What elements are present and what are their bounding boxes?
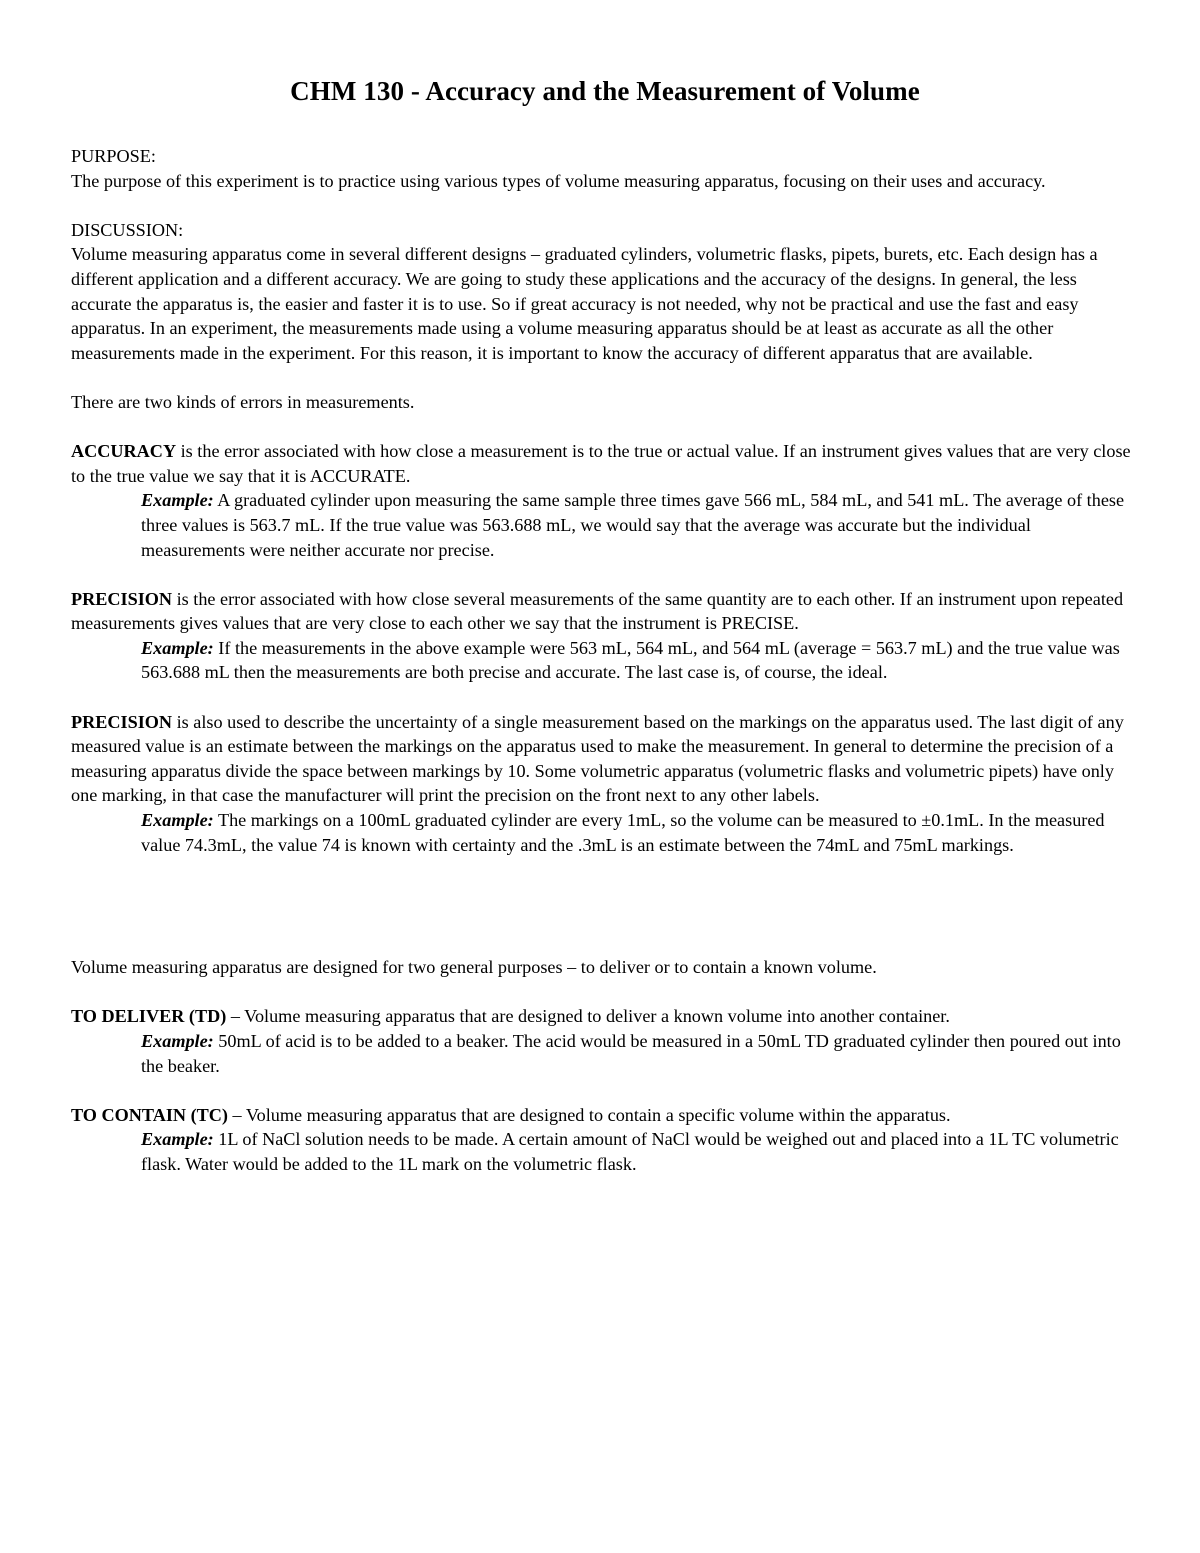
precision-single-term: PRECISION — [71, 711, 173, 732]
precision-single-example — [71, 808, 1139, 857]
accuracy-text: is the error associated with how close a measurement is to the true or actual value. If an instrument gives values that are very close to the true value we say that it is ACCURATE. — [71, 441, 1131, 486]
errors-intro: There are two kinds of errors in measurements. — [71, 391, 415, 412]
to-deliver-example-text: 50mL of acid is to be added to a beaker. The acid would be measured in a 50mL TD graduated cylinder then poured out into the beaker. — [141, 1031, 1121, 1076]
to-contain-example-text: 1L of NaCl solution needs to be made. A certain amount of NaCl would be weighed out and placed into a 1L TC volumetric flask. Water would be added to the 1L mark on the volumetric flask. — [141, 1129, 1119, 1174]
discussion-section — [71, 218, 1139, 366]
precision-example — [71, 636, 1139, 685]
to-deliver-section — [71, 1004, 1139, 1078]
to-deliver-example-label: Example: — [141, 1031, 214, 1051]
precision-section — [71, 587, 1139, 685]
accuracy-term: ACCURACY — [71, 441, 177, 462]
to-contain-section — [71, 1103, 1139, 1177]
to-contain-term: TO CONTAIN (TC) — [71, 1104, 228, 1125]
to-contain-definition — [71, 1103, 1139, 1128]
accuracy-example — [71, 488, 1139, 562]
precision-example-text: If the measurements in the above example were 563 mL, 564 mL, and 564 mL (average = 563.7 mL) and the true value was 563.688 mL then the measurements are both precise and accurate. The last case is, of course, the ideal. — [141, 637, 1120, 683]
to-contain-text: – Volume measuring apparatus that are designed to contain a specific volume within the apparatus. — [227, 1104, 951, 1125]
purposes-intro: Volume measuring apparatus are designed for two general purposes – to deliver or to contain a known volume. — [71, 957, 877, 978]
precision-definition — [71, 587, 1139, 636]
to-contain-example — [71, 1127, 1139, 1176]
precision-single-section — [71, 710, 1139, 858]
to-deliver-definition — [71, 1004, 1139, 1029]
precision-single-definition — [71, 710, 1139, 808]
purpose-heading: PURPOSE: — [71, 146, 156, 166]
precision-single-example-text: The markings on a 100mL graduated cylinder are every 1mL, so the volume can be measured to ±0.1mL. In the measured value 74.3mL, the value 74 is known with certainty and the .3mL is an estimate between the 74mL and 75mL markings. — [141, 810, 1105, 855]
precision-text: is the error associated with how close several measurements of the same quantity are to each other. If an instrument upon repeated measurements gives values that are very close to each other we say that the instrument is PRECISE. — [71, 588, 1124, 634]
purpose-text: The purpose of this experiment is to practice using various types of volume measuring apparatus, focusing on their uses and accuracy. — [71, 170, 1046, 191]
to-deliver-term: TO DELIVER (TD) — [71, 1006, 227, 1027]
accuracy-example-text: A graduated cylinder upon measuring the same sample three times gave 566 mL, 584 mL, and 541 mL. The average of these three values is 563.7 mL. If the true value was 563.688 mL, we would say that the average was accurate but the individual measurements were neither accurate nor precise. — [141, 490, 1125, 560]
accuracy-definition — [71, 439, 1139, 488]
to-contain-example-label: Example: — [141, 1129, 214, 1150]
precision-term: PRECISION — [71, 588, 173, 609]
purpose-section — [71, 144, 1139, 193]
precision-single-text: is also used to describe the uncertainty of a single measurement based on the markings on the apparatus used. The last digit of any measured value is an estimate between the markings on the apparatus used to make the measurement. In general to determine the precision of a measuring apparatus divide the space between markings by 10. Some volumetric apparatus (volumetric flasks and volumetric pipets) have only one marking, in that case the manufacturer will print the precision on the front next to any other labels. — [71, 711, 1124, 806]
precision-single-example-label: Example: — [141, 810, 214, 831]
document-page — [71, 74, 1139, 1177]
accuracy-section — [71, 439, 1139, 562]
precision-example-label: Example: — [141, 637, 214, 658]
accuracy-example-label: Example: — [141, 490, 214, 511]
to-deliver-text: – Volume measuring apparatus that are designed to deliver a known volume into another container. — [226, 1006, 950, 1027]
discussion-heading: DISCUSSION: — [71, 219, 184, 240]
page-title: CHM 130 - Accuracy and the Measurement of Volume — [290, 76, 920, 106]
discussion-text: Volume measuring apparatus come in several different designs – graduated cylinders, volumetric flasks, pipets, burets, etc. Each design has a different application and a different accuracy. We are going to study these applications and the accuracy of the designs. In general, the less accurate the apparatus is, the easier and faster it is to use. So if great accuracy is not needed, why not be practical and use the fast and easy apparatus. In an experiment, the measurements made using a volume measuring apparatus should be at least as accurate as all the other measurements made in the experiment. For this reason, it is important to know the accuracy of different apparatus that are available. — [71, 244, 1098, 363]
to-deliver-example — [71, 1029, 1139, 1078]
